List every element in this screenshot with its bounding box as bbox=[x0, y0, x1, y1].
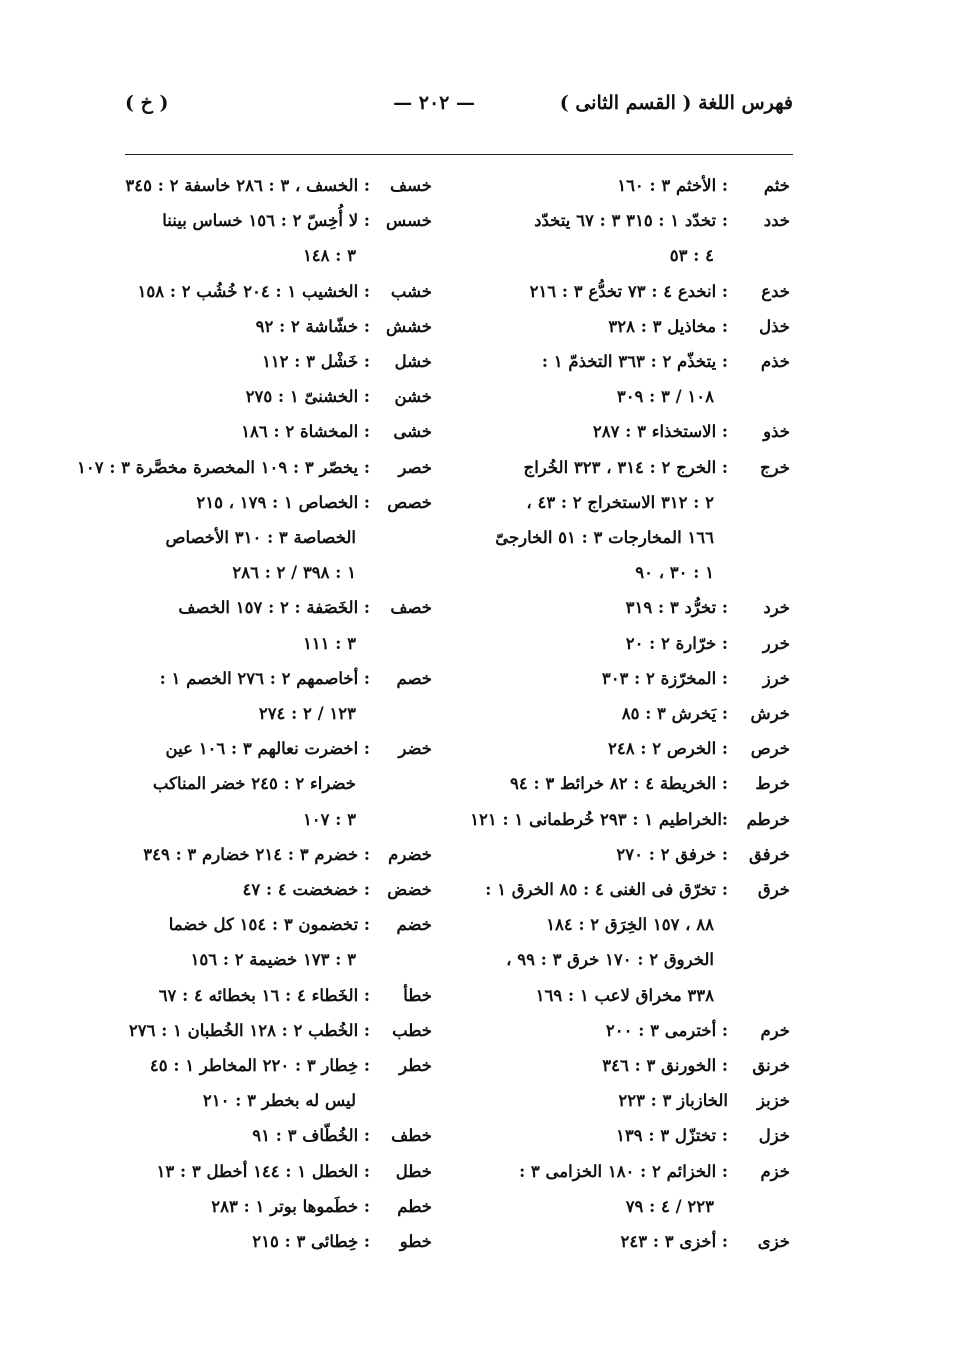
entry-reference-line: ١ : ٣٠ ، ٩٠ bbox=[635, 563, 714, 583]
entry-root-word: خرفق bbox=[749, 844, 790, 864]
entry-reference-line: ٣ : ١١١ bbox=[302, 633, 356, 653]
entry-reference-line: : الخورنق ٣ : ٣٤٦ bbox=[602, 1056, 728, 1076]
entry-reference-line: : خرّارة ٢ : ٢٠ bbox=[625, 633, 728, 653]
entry-references bbox=[492, 626, 728, 661]
entry-root-word: خسف bbox=[390, 176, 432, 195]
entry-references bbox=[492, 731, 728, 766]
entry-reference-line: : الخشنىّ ١ : ٢٧٥ bbox=[245, 387, 370, 407]
entry-reference-line: : الخَطاء ٤ : ١٦ بخطائه ٤ : ٦٧ bbox=[158, 985, 370, 1005]
index-entry bbox=[130, 1154, 432, 1189]
entry-reference-line: : يخصّر ٣ : ١٠٩ المخصرة مخصَّرة ٣ : ١٠٧ bbox=[76, 457, 370, 477]
entry-references bbox=[125, 168, 370, 203]
entry-root-word: خصم bbox=[396, 668, 432, 688]
header-rule bbox=[125, 154, 793, 155]
entry-reference-line: : يتخذّم ٢ : ٣٦٣ التخذمّ ١ : bbox=[541, 352, 728, 372]
entry-root-word: خضرم bbox=[388, 844, 432, 864]
entry-root-word: خذم bbox=[760, 352, 790, 372]
index-entry bbox=[130, 414, 432, 449]
entry-references bbox=[130, 731, 370, 837]
entry-references bbox=[130, 344, 370, 379]
index-entry bbox=[130, 1224, 432, 1259]
entry-root-word: خرص bbox=[750, 739, 790, 759]
index-entry bbox=[130, 1048, 432, 1118]
index-entry bbox=[130, 203, 432, 273]
index-entry bbox=[130, 344, 432, 379]
entry-root-word: خرطم bbox=[746, 809, 790, 829]
entry-reference-line: : تخدّد ١ : ٣١٥ ٣ : ٦٧ يتخدّد bbox=[534, 211, 728, 231]
entry-references bbox=[130, 837, 370, 872]
entry-references bbox=[129, 1013, 370, 1048]
index-entry bbox=[492, 1154, 790, 1224]
entry-references bbox=[492, 344, 728, 414]
entry-references bbox=[485, 872, 728, 1013]
left-column bbox=[76, 168, 432, 1259]
entry-reference-line: ٣٣٨ مخراق لاعب ١ : ١٦٩ bbox=[535, 985, 714, 1005]
entry-references bbox=[130, 1154, 370, 1189]
entry-reference-line: : خِطار ٣ : ٢٢٠ المخاطر ١ : ٤٥ bbox=[149, 1056, 370, 1076]
entry-root-word: خشب bbox=[390, 281, 432, 301]
entry-references bbox=[492, 274, 728, 309]
entry-root-word: خرق bbox=[757, 880, 790, 900]
entry-root-word: خرر bbox=[762, 633, 790, 653]
index-entry bbox=[492, 837, 790, 872]
entry-references bbox=[130, 274, 370, 309]
entry-references bbox=[470, 802, 728, 837]
index-entry bbox=[492, 274, 790, 309]
entry-root-word: خرز bbox=[762, 668, 790, 688]
entry-reference-line: : الخَصَفة : ٢ : ١٥٧ الخصف bbox=[178, 598, 370, 618]
entry-root-word: خزم bbox=[760, 1161, 790, 1181]
entry-references bbox=[492, 168, 728, 203]
entry-root-word: خطل bbox=[395, 1161, 432, 1181]
index-entry bbox=[76, 450, 432, 485]
entry-root-word: خطو bbox=[399, 1232, 432, 1252]
entry-references bbox=[492, 1083, 728, 1118]
entry-references bbox=[130, 1048, 370, 1118]
entry-references bbox=[130, 1224, 370, 1259]
entry-root-word: خطر bbox=[399, 1056, 432, 1076]
index-entry bbox=[125, 168, 432, 203]
entry-root-word: خزل bbox=[758, 1126, 790, 1146]
entry-reference-line: :الخراطيم ١ : ٢٩٣ خُرطمانى ١ : ١٢١ bbox=[470, 809, 728, 829]
entry-reference-line: : الأخثم ٣ : ١٦٠ bbox=[617, 176, 728, 195]
entry-root-word: خرد bbox=[763, 598, 790, 618]
index-entry bbox=[130, 309, 432, 344]
entry-reference-line: : الخريطة ٤ : ٨٢ خرائط ٣ : ٩٤ bbox=[510, 774, 728, 794]
entry-root-word: خدد bbox=[763, 211, 790, 231]
index-entry bbox=[130, 1013, 432, 1048]
entry-root-word: خطف bbox=[391, 1126, 432, 1146]
entry-references bbox=[130, 1118, 370, 1153]
entry-root-word: خطب bbox=[392, 1020, 432, 1040]
entry-reference-line: ٨٨ ، ١٥٧ الخِرَق ٢ : ١٨٤ bbox=[546, 915, 714, 935]
entry-reference-line: الخازباز ٣ : ٢٢٣ bbox=[618, 1091, 728, 1111]
entry-references bbox=[492, 1048, 728, 1083]
index-entry bbox=[130, 1118, 432, 1153]
index-entry bbox=[130, 1189, 432, 1224]
entry-reference-line: الخصاصة ٣ : ٣١٠ الأخصاص bbox=[165, 528, 356, 548]
entry-references bbox=[130, 661, 370, 731]
entry-references bbox=[492, 1154, 728, 1224]
index-entry bbox=[130, 837, 432, 872]
entry-reference-line: خضراء ٢ : ٢٤٥ خضر المناكب bbox=[152, 774, 356, 794]
entry-references bbox=[130, 872, 370, 907]
index-entry bbox=[130, 485, 432, 591]
entry-root-word: خزى bbox=[757, 1232, 790, 1252]
entry-reference-line: : مخاذيل ٣ : ٣٢٨ bbox=[608, 316, 728, 336]
entry-reference-line: : لا أُخِسّ ٢ : ١٥٦ خساس بيننا bbox=[162, 211, 370, 231]
entry-root-word: خشل bbox=[394, 352, 432, 372]
entry-references bbox=[492, 1013, 728, 1048]
entry-references bbox=[492, 1118, 728, 1153]
entry-root-word: خرج bbox=[760, 457, 790, 477]
entry-reference-line: : أخترمى ٣ : ٢٠٠ bbox=[605, 1020, 728, 1040]
entry-root-word: خذو bbox=[763, 422, 790, 442]
index-entry bbox=[492, 203, 790, 273]
page-number: — ٢٠٢ — bbox=[393, 92, 475, 114]
index-entry bbox=[130, 379, 432, 414]
entry-reference-line: ٢٢٣ / ٤ : ٧٩ bbox=[625, 1196, 714, 1216]
index-entry bbox=[492, 1048, 790, 1083]
entry-root-word: خشن bbox=[394, 387, 432, 407]
entry-reference-line: ٣ : ١٧٣ خضيمة ٢ : ١٥٦ bbox=[190, 950, 356, 970]
entry-reference-line: ٣ : ١٤٨ bbox=[302, 246, 356, 266]
entry-references bbox=[130, 590, 370, 660]
index-entry bbox=[470, 802, 790, 837]
index-entry bbox=[492, 168, 790, 203]
entry-reference-line: : خضخضت ٤ : ٤٧ bbox=[242, 880, 370, 900]
entry-reference-line: : تخضمون ٣ : ١٥٤ كل خضما bbox=[168, 915, 370, 935]
index-entry bbox=[130, 872, 432, 907]
entry-reference-line: : خطَموها بوتر ١ : ٢٨٣ bbox=[211, 1196, 370, 1216]
entry-reference-line: : الاستخذاء ٣ : ٢٨٧ bbox=[592, 422, 728, 442]
index-entry bbox=[492, 766, 790, 801]
entry-reference-line: : الخُطّاف ٣ : ٩١ bbox=[252, 1126, 370, 1146]
index-entry bbox=[130, 731, 432, 837]
entry-reference-line: : تخرّق فى الغنى ٤ : ٨٥ الخرق ١ : bbox=[485, 880, 728, 900]
entry-root-word: خصف bbox=[390, 598, 432, 618]
entry-references bbox=[77, 450, 370, 485]
entry-references bbox=[492, 309, 728, 344]
entry-reference-line: : الخطل ١ : ١٤٤ أخطل ٣ : ١٣ bbox=[156, 1161, 370, 1181]
entry-reference-line: : الخصاص ١ : ١٧٩ ، ٢١٥ bbox=[196, 492, 370, 512]
entry-root-word: خضض bbox=[387, 880, 432, 900]
index-entry bbox=[130, 978, 432, 1013]
index-entry bbox=[130, 274, 432, 309]
entry-root-word: خدع bbox=[761, 281, 790, 301]
entry-reference-line: : الخزائم ٢ : ١٨٠ الخزامى ٣ : bbox=[519, 1161, 728, 1181]
entry-reference-line: : الخُطب ٢ : ١٢٨ الخُطبان ١ : ٢٧٦ bbox=[128, 1020, 370, 1040]
entry-reference-line: : الخرص ٢ : ٢٤٨ bbox=[608, 739, 728, 759]
page-header bbox=[125, 92, 793, 132]
entry-references bbox=[492, 414, 728, 449]
entry-references bbox=[130, 309, 370, 344]
entry-references bbox=[492, 696, 728, 731]
entry-reference-line: : خَشْل ٣ : ١١٢ bbox=[261, 352, 370, 372]
entry-root-word: خثم bbox=[763, 176, 790, 195]
entry-reference-line: : الخسف ، ٣ : ٢٨٦ خاسفة ٢ : ٣٤٥ bbox=[125, 176, 370, 195]
entry-root-word: خطأ bbox=[403, 985, 432, 1005]
index-entry bbox=[492, 414, 790, 449]
entry-references bbox=[492, 590, 728, 625]
entry-reference-line: ليس له بخطر ٣ : ٢١٠ bbox=[202, 1091, 356, 1111]
entry-reference-line: : يَخرش ٣ : ٨٥ bbox=[621, 704, 728, 724]
entry-reference-line: : تخرُّد ٣ : ٣١٩ bbox=[625, 598, 728, 618]
entry-reference-line: : خشّاشة ٢ : ٩٢ bbox=[255, 316, 370, 336]
entry-references bbox=[130, 1189, 370, 1224]
index-entry bbox=[130, 590, 432, 660]
entry-reference-line: ١٦٦ المخارجات ٣ : ٥١ الخارجىّ bbox=[495, 528, 714, 548]
entry-reference-line: : الخشيب ١ : ٢٠٤ خُشُب ٢ : ١٥٨ bbox=[137, 281, 370, 301]
entry-reference-line: الخروق ٢ : ١٧٠ خرق ٣ : ٩٩ ، bbox=[506, 950, 714, 970]
index-entry bbox=[492, 696, 790, 731]
index-entry bbox=[130, 907, 432, 977]
entry-references bbox=[492, 450, 728, 591]
entry-reference-line: ١ : ٣٩٨ / ٢ : ٢٨٦ bbox=[232, 563, 356, 583]
entry-reference-line: ١٢٣ / ٢ : ٢٧٤ bbox=[258, 704, 356, 724]
entry-reference-line: ٢ : ٣١٢ الاستخراج ٢ : ٤٣ ، bbox=[526, 492, 714, 512]
entry-root-word: خرنق bbox=[752, 1056, 790, 1076]
entry-reference-line: : أخزى ٣ : ٢٤٣ bbox=[620, 1232, 728, 1252]
entry-reference-line: : تختزّل ٣ : ١٣٩ bbox=[616, 1126, 728, 1146]
entry-root-word: خسس bbox=[386, 211, 432, 231]
index-entry bbox=[492, 1083, 790, 1118]
entry-references bbox=[130, 414, 370, 449]
entry-root-word: خرش bbox=[750, 704, 790, 724]
entry-reference-line: ١٠٨ / ٣ : ٣٠٩ bbox=[616, 387, 714, 407]
entry-root-word: خزبز bbox=[757, 1091, 790, 1111]
index-entry bbox=[492, 1013, 790, 1048]
entry-references bbox=[130, 379, 370, 414]
entry-reference-line: ٣ : ١٠٧ bbox=[302, 809, 356, 829]
entry-references bbox=[492, 203, 728, 273]
index-entry bbox=[492, 309, 790, 344]
entry-references bbox=[492, 766, 728, 801]
entry-references bbox=[130, 203, 370, 273]
index-entry bbox=[492, 626, 790, 661]
entry-reference-line: : خِطائى ٣ : ٢١٥ bbox=[252, 1232, 370, 1252]
entry-root-word: خشش bbox=[386, 316, 432, 336]
entry-reference-line: : الخرج ٢ : ٣١٤ ، ٣٢٣ الخُراج bbox=[523, 457, 728, 477]
entry-references bbox=[130, 485, 370, 591]
entry-reference-line: : انخدع ٤ : ٧٣ تخدُّع ٣ : ٢١٦ bbox=[529, 281, 728, 301]
entry-root-word: خضم bbox=[396, 915, 432, 935]
entry-root-word: خرم bbox=[760, 1020, 790, 1040]
entry-reference-line: : خضرم ٣ : ٢١٤ خضارم ٣ : ٣٤٩ bbox=[143, 844, 370, 864]
entry-references bbox=[130, 907, 370, 977]
entry-reference-line: : اخضرت نعالهم ٣ : ١٠٦ عين bbox=[165, 739, 370, 759]
entry-references bbox=[492, 837, 728, 872]
section-letter: ( خ ) bbox=[125, 92, 169, 114]
entry-reference-line: : أخاصمهم ٢ : ٢٧٦ الخصم ١ : bbox=[159, 668, 370, 688]
entry-root-word: خطم bbox=[397, 1196, 432, 1216]
entry-root-word: خذل bbox=[759, 316, 790, 336]
index-entry bbox=[492, 344, 790, 414]
index-entry bbox=[492, 1224, 790, 1259]
index-title: فهرس اللغة ( القسم الثانى ) bbox=[559, 92, 793, 114]
entry-root-word: خرط bbox=[755, 774, 790, 794]
index-entry bbox=[492, 1118, 790, 1153]
entry-root-word: خصص bbox=[387, 492, 432, 512]
entry-references bbox=[492, 661, 728, 696]
entry-reference-line: ٤ : ٥٣ bbox=[669, 246, 714, 266]
entry-root-word: خشى bbox=[393, 422, 432, 442]
entry-reference-line: : خرفق ٢ : ٢٧٠ bbox=[616, 844, 728, 864]
right-column bbox=[470, 168, 790, 1259]
index-entry bbox=[492, 450, 790, 591]
index-entry bbox=[492, 731, 790, 766]
entry-root-word: خصر bbox=[398, 457, 432, 477]
entry-reference-line: : المخرّزة ٢ : ٣٠٣ bbox=[601, 668, 728, 688]
entry-reference-line: : المخشاة ٢ : ١٨٦ bbox=[241, 422, 370, 442]
index-entry bbox=[492, 661, 790, 696]
index-entry bbox=[130, 661, 432, 731]
entry-root-word: خضر bbox=[398, 739, 432, 759]
index-entry bbox=[492, 590, 790, 625]
entry-references bbox=[492, 1224, 728, 1259]
index-entry bbox=[485, 872, 790, 1013]
entry-references bbox=[130, 978, 370, 1013]
